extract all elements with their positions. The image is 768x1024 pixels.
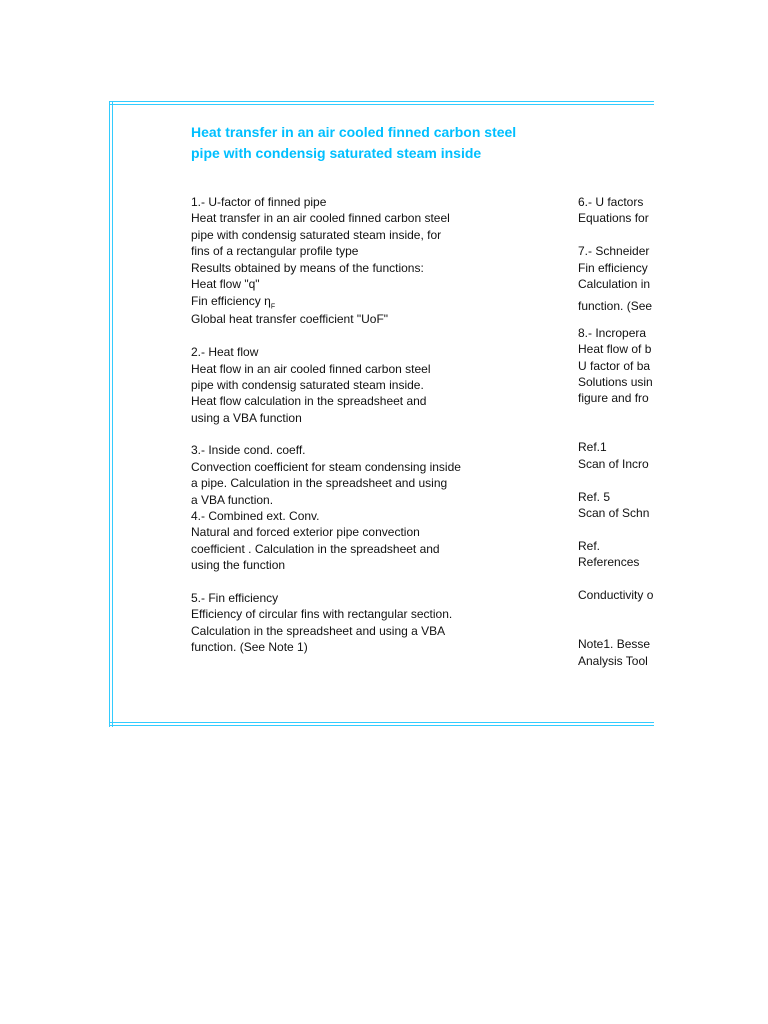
right-column-line: function. (See (578, 299, 653, 314)
link-fin-efficiency[interactable]: 5.- Fin efficiency (191, 590, 279, 605)
section-5-line: Calculation in the spreadsheet and using a VBA (191, 623, 446, 638)
link-combined-ext-conv[interactable]: 4.- Combined ext. Conv. (191, 509, 320, 524)
spacer (191, 328, 461, 344)
section-2-line: Heat flow in an air cooled finned carbon steel (191, 361, 431, 376)
section-2-line: pipe with condensig saturated steam inside. (191, 377, 424, 392)
section-3-line: Convection coefficient for steam condensing inside (191, 459, 461, 474)
link-note-1[interactable]: Note1. Besse (578, 637, 651, 652)
index-right-column (578, 194, 653, 669)
section-4-line: using the function (191, 558, 286, 573)
sheet-border-top (109, 101, 654, 105)
link-conductivity[interactable]: Conductivity o (578, 587, 654, 602)
right-column-line: figure and fro (578, 391, 649, 406)
spacer (578, 423, 653, 439)
link-incropera[interactable]: 8.- Incropera (578, 325, 647, 340)
section-3-line: a pipe. Calculation in the spreadsheet and using (191, 476, 448, 491)
link-ref-1[interactable]: Ref.1 (578, 440, 607, 455)
right-column-line: Solutions usin (578, 374, 653, 389)
link-u-factors[interactable]: 6.- U factors (578, 195, 644, 209)
spacer (578, 472, 653, 488)
sheet-title-line-2: pipe with condensig saturated steam inside (191, 145, 482, 161)
link-ref-5[interactable]: Ref. 5 (578, 489, 611, 504)
section-1-line: Heat transfer in an air cooled finned carbon steel (191, 211, 450, 226)
section-1-line: fins of a rectangular profile type (191, 244, 359, 259)
link-heat-flow[interactable]: 2.- Heat flow (191, 345, 259, 360)
fin-efficiency-line (191, 292, 461, 311)
spacer (578, 620, 653, 636)
section-1-line: Heat flow "q" (191, 276, 260, 291)
section-5-line: Efficiency of circular fins with rectangular section. (191, 607, 453, 622)
spacer (578, 315, 653, 325)
section-1-line: Results obtained by means of the functions: (191, 260, 424, 275)
right-column-line: U factor of ba (578, 358, 651, 373)
eta-symbol: η (264, 294, 271, 309)
section-2-line: Heat flow calculation in the spreadsheet and (191, 394, 427, 409)
spacer (191, 574, 461, 590)
right-column-line: Equations for (578, 211, 649, 226)
right-column-line: Heat flow of b (578, 342, 652, 357)
link-ref[interactable]: Ref. (578, 538, 601, 553)
link-u-factor-finned-pipe[interactable]: 1.- U-factor of finned pipe (191, 195, 327, 209)
right-column-line: Scan of Incro (578, 456, 649, 471)
section-5-line: function. (See Note 1) (191, 640, 308, 655)
sheet-title (191, 122, 516, 164)
spacer (578, 571, 653, 587)
sheet-border-left (109, 101, 113, 727)
section-1-line: Global heat transfer coefficient "UoF" (191, 312, 389, 327)
right-column-line: Analysis Tool (578, 653, 648, 668)
fin-efficiency-label: Fin efficiency (191, 294, 265, 309)
right-column-line: Scan of Schn (578, 506, 650, 521)
index-left-column (191, 194, 461, 656)
right-column-line: Calculation in (578, 276, 651, 291)
right-column-line: Fin efficiency (578, 260, 648, 275)
sheet-border-bottom (109, 722, 654, 726)
section-2-line: using a VBA function (191, 410, 302, 425)
section-3-line: a VBA function. (191, 492, 274, 507)
eta-subscript: F (270, 303, 276, 311)
spacer (578, 603, 653, 619)
section-1-line: pipe with condensig saturated steam inside, for (191, 227, 442, 242)
spacer (578, 227, 653, 243)
section-4-line: coefficient . Calculation in the spreadsheet and (191, 541, 440, 556)
spacer (191, 426, 461, 442)
spacer (578, 521, 653, 537)
section-4-line: Natural and forced exterior pipe convection (191, 525, 420, 540)
right-column-line: References (578, 555, 640, 570)
spacer (578, 407, 653, 423)
sheet-title-line-1: Heat transfer in an air cooled finned carbon steel (191, 124, 517, 140)
link-inside-cond-coeff[interactable]: 3.- Inside cond. coeff. (191, 443, 306, 458)
link-schneider[interactable]: 7.- Schneider (578, 244, 650, 259)
spreadsheet-sheet (109, 101, 654, 727)
